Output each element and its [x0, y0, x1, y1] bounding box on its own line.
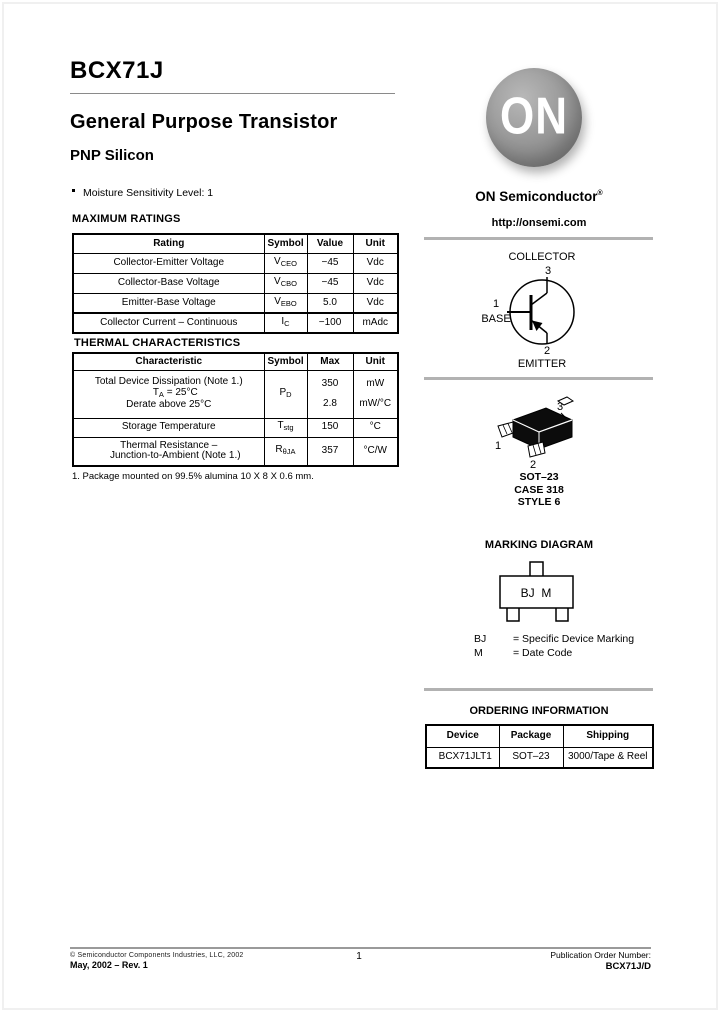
bullet-icon	[72, 189, 75, 192]
table-row	[73, 418, 398, 437]
package-cell: SOT–23	[499, 747, 563, 768]
symbol-cell: $V_{EBO}$	[264, 293, 307, 313]
unit-cell: Vdc	[353, 273, 398, 293]
symbol-cell: $V_{CBO}$	[264, 273, 307, 293]
col-unit: Unit	[353, 353, 398, 370]
marking-code: BJ M	[520, 586, 552, 600]
emitter-label: EMITTER	[517, 358, 567, 370]
max-cell: 357	[307, 437, 353, 466]
base-pin-number: 1	[492, 298, 500, 310]
maximum-ratings-table	[72, 233, 399, 334]
legend-key: BJ	[474, 633, 487, 645]
table-row	[73, 370, 398, 418]
characteristic-cell: Total Device Dissipation (Note 1.) $T_A = 25^\circ C$ Derate above 25°C	[73, 370, 264, 418]
symbol-cell: $P_D$	[264, 370, 307, 418]
pin2-number: 2	[529, 459, 537, 470]
col-characteristic: Characteristic	[73, 353, 264, 370]
copyright-text: © Semiconductor Components Industries, LLC, 2002	[70, 952, 244, 959]
pin3-number: 3	[556, 401, 564, 413]
max-cell: 150	[307, 418, 353, 437]
collector-pin-number: 3	[544, 265, 552, 277]
table-row	[73, 273, 398, 293]
table-row	[73, 313, 398, 333]
rating-cell: Emitter-Base Voltage	[73, 293, 264, 313]
thermal-characteristics-table	[72, 352, 399, 467]
value-cell: 5.0	[307, 293, 353, 313]
registered-mark: ®	[597, 190, 603, 197]
publication-number: BCX71J/D	[605, 961, 651, 972]
on-logo-text: ON	[500, 86, 568, 145]
symbol-cell: $V_{CEO}$	[264, 253, 307, 273]
unit-cell: °C	[353, 418, 398, 437]
collector-label: COLLECTOR	[508, 251, 576, 263]
title-divider	[70, 93, 395, 94]
unit-cell: mW mW/°C	[353, 370, 398, 418]
pin1-number: 1	[494, 440, 502, 452]
col-package: Package	[499, 725, 563, 747]
base-label: BASE	[481, 313, 511, 325]
on-semiconductor-logo	[486, 68, 582, 167]
ordering-information-table	[425, 724, 654, 769]
value-cell: −45	[307, 273, 353, 293]
characteristic-cell: Storage Temperature	[73, 418, 264, 437]
unit-cell: Vdc	[353, 293, 398, 313]
revision-date: May, 2002 – Rev. 1	[70, 960, 148, 970]
page-title: General Purpose Transistor	[70, 111, 338, 133]
col-symbol: Symbol	[264, 234, 307, 253]
col-value: Value	[307, 234, 353, 253]
footer-divider	[70, 947, 651, 949]
marking-bottom-pin-left	[507, 607, 519, 621]
col-rating: Rating	[73, 234, 264, 253]
table-row	[73, 293, 398, 313]
rating-cell: Collector-Base Voltage	[73, 273, 264, 293]
section-divider	[424, 237, 653, 240]
package-style: STYLE 6	[517, 496, 561, 508]
table-header-row	[73, 234, 398, 253]
max-ratings-heading: MAXIMUM RATINGS	[72, 213, 181, 225]
symbol-cell: $R_{\theta JA}$	[264, 437, 307, 466]
pnp-emitter-arrow	[532, 321, 543, 332]
legend-row	[474, 647, 634, 661]
value-cell: −100	[307, 313, 353, 333]
package-name: SOT–23	[519, 471, 559, 483]
publication-block	[420, 950, 651, 972]
feature-text: Moisture Sensitivity Level: 1	[83, 187, 214, 199]
table-footnote: 1. Package mounted on 99.5% alumina 10 X 8 X 0.6 mm.	[72, 471, 314, 482]
feature-bullet	[72, 187, 213, 199]
symbol-cell: $T_{stg}$	[264, 418, 307, 437]
package-caption	[424, 471, 654, 509]
marking-bottom-pin-right	[556, 607, 568, 621]
value-cell: −45	[307, 253, 353, 273]
unit-cell: °C/W	[353, 437, 398, 466]
legend-key: M	[474, 646, 483, 659]
col-symbol: Symbol	[264, 353, 307, 370]
max-cell: 350 2.8	[307, 370, 353, 418]
unit-cell: mAdc	[353, 313, 398, 333]
characteristic-cell: Thermal Resistance – Junction-to-Ambient (Note 1.)	[73, 437, 264, 466]
col-shipping: Shipping	[563, 725, 653, 747]
col-unit: Unit	[353, 234, 398, 253]
emitter-pin-number: 2	[543, 345, 551, 357]
thermal-heading: THERMAL CHARACTERISTICS	[74, 337, 241, 349]
marking-legend	[474, 633, 634, 660]
device-cell: BCX71JLT1	[426, 747, 499, 768]
brand-name: ON Semiconductor®	[475, 189, 603, 204]
page-number: 1	[356, 951, 362, 962]
col-device: Device	[426, 725, 499, 747]
ordering-heading: ORDERING INFORMATION	[469, 705, 609, 717]
table-row	[73, 253, 398, 273]
sot23-package-drawing	[424, 392, 654, 470]
marking-diagram	[424, 556, 654, 626]
package-case: CASE 318	[514, 483, 564, 496]
legend-row	[474, 633, 634, 647]
symbol-cell: $I_C$	[264, 313, 307, 333]
marking-top-pin	[530, 562, 543, 577]
section-divider	[424, 688, 653, 691]
rating-cell: Collector Current – Continuous	[73, 313, 264, 333]
shipping-cell: 3000/Tape & Reel	[563, 747, 653, 768]
table-header-row	[426, 725, 653, 747]
table-row	[73, 437, 398, 466]
legend-desc: = Date Code	[513, 646, 573, 659]
section-divider	[424, 377, 653, 380]
transistor-pinout-diagram	[424, 246, 654, 376]
page-subtitle: PNP Silicon	[70, 147, 154, 164]
legend-desc: = Specific Device Marking	[513, 633, 635, 645]
col-max: Max	[307, 353, 353, 370]
table-row	[426, 747, 653, 768]
publication-label: Publication Order Number:	[550, 950, 651, 960]
part-number: BCX71J	[70, 57, 164, 84]
unit-cell: Vdc	[353, 253, 398, 273]
rating-cell: Collector-Emitter Voltage	[73, 253, 264, 273]
website-link[interactable]: http://onsemi.com	[491, 217, 587, 229]
marking-diagram-heading: MARKING DIAGRAM	[484, 539, 594, 551]
table-header-row	[73, 353, 398, 370]
